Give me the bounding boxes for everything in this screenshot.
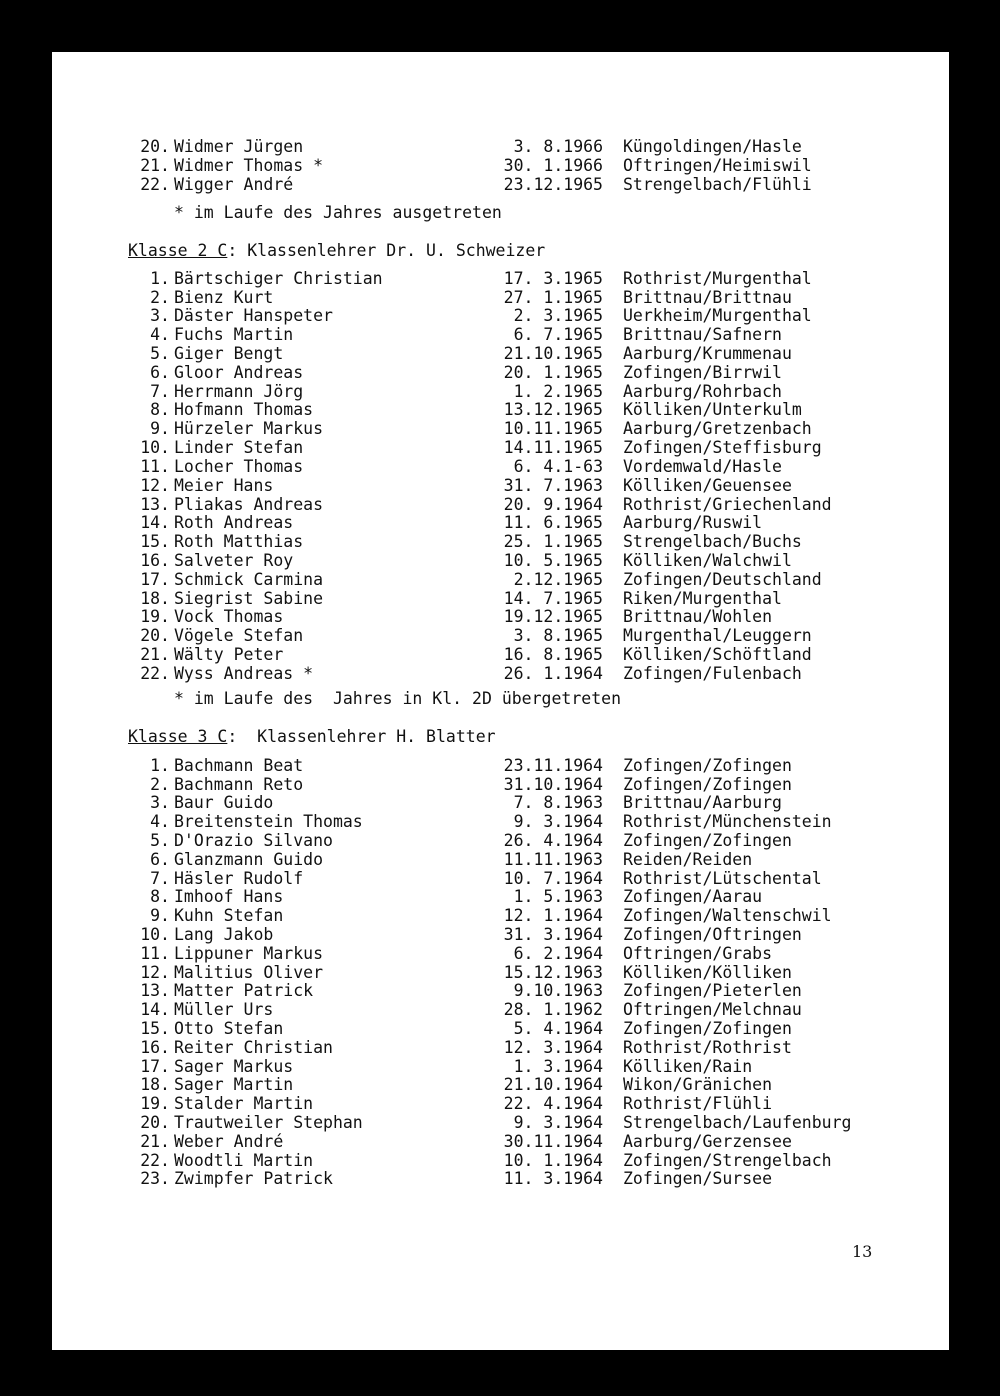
- place: Zofingen/Strengelbach: [623, 1151, 832, 1170]
- student-number: 11.: [140, 944, 170, 963]
- birth-date: 10. 5.1965: [503, 551, 603, 570]
- place: Zofingen/Steffisburg: [623, 438, 822, 457]
- birth-date: 6. 4.1-63: [513, 457, 603, 476]
- place: Brittnau/Aarburg: [623, 793, 782, 812]
- place: Zofingen/Fulenbach: [623, 664, 802, 683]
- place: Strengelbach/Flühli: [623, 175, 812, 194]
- student-name: Locher Thomas: [174, 457, 304, 476]
- student-number: 21.: [140, 645, 170, 664]
- student-name: Trautweiler Stephan: [174, 1113, 363, 1132]
- birth-date: 1. 3.1964: [513, 1057, 603, 1076]
- place: Kölliken/Unterkulm: [623, 400, 802, 419]
- birth-date: 21.10.1965: [503, 344, 603, 363]
- student-number: 7.: [150, 869, 170, 888]
- student-name: Gloor Andreas: [174, 363, 304, 382]
- student-number: 15.: [140, 1019, 170, 1038]
- student-name: Widmer Thomas *: [174, 156, 324, 175]
- student-number: 15.: [140, 532, 170, 551]
- place: Riken/Murgenthal: [623, 589, 782, 608]
- student-number: 6.: [150, 850, 170, 869]
- student-number: 19.: [140, 1094, 170, 1113]
- place: Zofingen/Waltenschwil: [623, 906, 832, 925]
- student-name: Bienz Kurt: [174, 288, 274, 307]
- place: Wikon/Gränichen: [623, 1075, 773, 1094]
- birth-date: 10. 7.1964: [503, 869, 603, 888]
- student-number: 9.: [150, 906, 170, 925]
- place: Zofingen/Oftringen: [623, 925, 802, 944]
- birth-date: 9.10.1963: [513, 981, 603, 1000]
- birth-date: 17. 3.1965: [503, 269, 603, 288]
- birth-date: 2.12.1965: [513, 570, 603, 589]
- student-name: Reiter Christian: [174, 1038, 333, 1057]
- place: Brittnau/Wohlen: [623, 607, 773, 626]
- birth-date: 15.12.1963: [503, 963, 603, 982]
- student-name: Wyss Andreas *: [174, 664, 314, 683]
- student-number: 1.: [150, 269, 170, 288]
- student-number: 16.: [140, 1038, 170, 1057]
- place: Zofingen/Zofingen: [623, 775, 792, 794]
- student-name: Hürzeler Markus: [174, 419, 324, 438]
- place: Oftringen/Heimiswil: [623, 156, 812, 175]
- student-number: 5.: [150, 831, 170, 850]
- place: Aarburg/Rohrbach: [623, 382, 782, 401]
- student-number: 21.: [140, 1132, 170, 1151]
- birth-date: 26. 1.1964: [503, 664, 603, 683]
- birth-date: 12. 3.1964: [503, 1038, 603, 1057]
- student-number: 22.: [140, 664, 170, 683]
- student-number: 14.: [140, 1000, 170, 1019]
- student-number: 14.: [140, 513, 170, 532]
- student-row: [52, 156, 812, 175]
- place: Aarburg/Gerzensee: [623, 1132, 792, 1151]
- student-name: Bärtschiger Christian: [174, 269, 383, 288]
- document-page: [52, 52, 949, 1350]
- birth-date: 19.12.1965: [503, 607, 603, 626]
- place: Reiden/Reiden: [623, 850, 753, 869]
- student-number: 23.: [140, 1169, 170, 1188]
- footnote: * im Laufe des Jahres in Kl. 2D übergetreten: [174, 689, 622, 708]
- place: Vordemwald/Hasle: [623, 457, 782, 476]
- place: Rothrist/Lütschental: [623, 869, 822, 888]
- place: Oftringen/Melchnau: [623, 1000, 802, 1019]
- birth-date: 27. 1.1965: [503, 288, 603, 307]
- student-name: Widmer Jürgen: [174, 137, 304, 156]
- birth-date: 22. 4.1964: [503, 1094, 603, 1113]
- student-number: 8.: [150, 887, 170, 906]
- place: Zofingen/Birrwil: [623, 363, 782, 382]
- student-name: Schmick Carmina: [174, 570, 324, 589]
- birth-date: 3. 8.1965: [513, 626, 603, 645]
- place: Rothrist/Flühli: [623, 1094, 773, 1113]
- student-name: Meier Hans: [174, 476, 274, 495]
- student-name: Roth Andreas: [174, 513, 294, 532]
- student-name: Breitenstein Thomas: [174, 812, 363, 831]
- birth-date: 21.10.1964: [503, 1075, 603, 1094]
- birth-date: 31.10.1964: [503, 775, 603, 794]
- student-name: Siegrist Sabine: [174, 589, 324, 608]
- student-name: Bachmann Beat: [174, 756, 304, 775]
- student-number: 2.: [150, 288, 170, 307]
- birth-date: 11. 3.1964: [503, 1169, 603, 1188]
- student-number: 1.: [150, 756, 170, 775]
- student-number: 13.: [140, 981, 170, 1000]
- student-name: Bachmann Reto: [174, 775, 304, 794]
- birth-date: 30.11.1964: [503, 1132, 603, 1151]
- birth-date: 7. 8.1963: [513, 793, 603, 812]
- student-name: Giger Bengt: [174, 344, 284, 363]
- birth-date: 6. 2.1964: [513, 944, 603, 963]
- student-name: Malitius Oliver: [174, 963, 324, 982]
- student-number: 3.: [150, 793, 170, 812]
- student-number: 17.: [140, 570, 170, 589]
- class-teacher: : Klassenlehrer Dr. U. Schweizer: [227, 241, 546, 260]
- student-name: Sager Markus: [174, 1057, 294, 1076]
- student-name: Vögele Stefan: [174, 626, 304, 645]
- birth-date: 12. 1.1964: [503, 906, 603, 925]
- place: Brittnau/Safnern: [623, 325, 782, 344]
- place: Aarburg/Krummenau: [623, 344, 792, 363]
- birth-date: 30. 1.1966: [503, 156, 603, 175]
- student-name: Vock Thomas: [174, 607, 284, 626]
- student-name: Zwimpfer Patrick: [174, 1169, 333, 1188]
- place: Kölliken/Rain: [623, 1057, 753, 1076]
- birth-date: 31. 3.1964: [503, 925, 603, 944]
- place: Strengelbach/Buchs: [623, 532, 802, 551]
- birth-date: 9. 3.1964: [513, 812, 603, 831]
- student-name: Häsler Rudolf: [174, 869, 304, 888]
- student-number: 10.: [140, 438, 170, 457]
- student-name: Baur Guido: [174, 793, 274, 812]
- student-name: Hofmann Thomas: [174, 400, 314, 419]
- birth-date: 28. 1.1962: [503, 1000, 603, 1019]
- student-number: 13.: [140, 495, 170, 514]
- student-row: [52, 175, 812, 194]
- student-number: 22.: [140, 1151, 170, 1170]
- class-teacher: : Klassenlehrer H. Blatter: [227, 727, 496, 746]
- student-name: Däster Hanspeter: [174, 306, 333, 325]
- student-name: Weber André: [174, 1132, 284, 1151]
- student-name: Roth Matthias: [174, 532, 304, 551]
- student-name: D'Orazio Silvano: [174, 831, 333, 850]
- student-number: 16.: [140, 551, 170, 570]
- student-number: 20.: [140, 626, 170, 645]
- page-number: 13: [852, 1242, 873, 1261]
- place: Rothrist/Rothrist: [623, 1038, 792, 1057]
- student-number: 2.: [150, 775, 170, 794]
- student-name: Imhoof Hans: [174, 887, 284, 906]
- student-name: Müller Urs: [174, 1000, 274, 1019]
- student-number: 7.: [150, 382, 170, 401]
- birth-date: 31. 7.1963: [503, 476, 603, 495]
- place: Rothrist/Murgenthal: [623, 269, 812, 288]
- birth-date: 9. 3.1964: [513, 1113, 603, 1132]
- birth-date: 2. 3.1965: [513, 306, 603, 325]
- student-name: Wälty Peter: [174, 645, 284, 664]
- place: Kölliken/Kölliken: [623, 963, 792, 982]
- birth-date: 20. 9.1964: [503, 495, 603, 514]
- place: Kölliken/Walchwil: [623, 551, 792, 570]
- place: Zofingen/Zofingen: [623, 1019, 792, 1038]
- student-number: 12.: [140, 476, 170, 495]
- class-heading: [128, 241, 545, 261]
- student-name: Wigger André: [174, 175, 294, 194]
- place: Zofingen/Sursee: [623, 1169, 773, 1188]
- footnote: * im Laufe des Jahres ausgetreten: [174, 203, 502, 222]
- student-name: Pliakas Andreas: [174, 495, 324, 514]
- student-number: 22.: [140, 175, 170, 194]
- place: Zofingen/Deutschland: [623, 570, 822, 589]
- student-name: Matter Patrick: [174, 981, 314, 1000]
- birth-date: 14. 7.1965: [503, 589, 603, 608]
- student-name: Herrmann Jörg: [174, 382, 304, 401]
- student-name: Lang Jakob: [174, 925, 274, 944]
- student-number: 12.: [140, 963, 170, 982]
- student-name: Kuhn Stefan: [174, 906, 284, 925]
- birth-date: 10.11.1965: [503, 419, 603, 438]
- student-number: 6.: [150, 363, 170, 382]
- student-number: 21.: [140, 156, 170, 175]
- student-number: 20.: [140, 137, 170, 156]
- place: Rothrist/Münchenstein: [623, 812, 832, 831]
- student-number: 4.: [150, 325, 170, 344]
- place: Kölliken/Schöftland: [623, 645, 812, 664]
- place: Aarburg/Ruswil: [623, 513, 763, 532]
- student-number: 18.: [140, 1075, 170, 1094]
- student-name: Sager Martin: [174, 1075, 294, 1094]
- student-name: Otto Stefan: [174, 1019, 284, 1038]
- student-name: Lippuner Markus: [174, 944, 324, 963]
- student-number: 19.: [140, 607, 170, 626]
- class-label: Klasse 3 C: [128, 727, 228, 746]
- student-name: Woodtli Martin: [174, 1151, 314, 1170]
- place: Zofingen/Pieterlen: [623, 981, 802, 1000]
- student-row: [52, 137, 802, 156]
- student-number: 18.: [140, 589, 170, 608]
- class-label: Klasse 2 C: [128, 241, 228, 260]
- class-heading: [128, 727, 496, 747]
- birth-date: 11. 6.1965: [503, 513, 603, 532]
- birth-date: 5. 4.1964: [513, 1019, 603, 1038]
- birth-date: 23.11.1964: [503, 756, 603, 775]
- place: Zofingen/Aarau: [623, 887, 763, 906]
- place: Küngoldingen/Hasle: [623, 137, 802, 156]
- birth-date: 3. 8.1966: [513, 137, 603, 156]
- birth-date: 11.11.1963: [503, 850, 603, 869]
- birth-date: 26. 4.1964: [503, 831, 603, 850]
- birth-date: 20. 1.1965: [503, 363, 603, 382]
- place: Brittnau/Brittnau: [623, 288, 792, 307]
- student-number: 5.: [150, 344, 170, 363]
- student-number: 11.: [140, 457, 170, 476]
- student-name: Glanzmann Guido: [174, 850, 324, 869]
- birth-date: 13.12.1965: [503, 400, 603, 419]
- place: Murgenthal/Leuggern: [623, 626, 812, 645]
- place: Zofingen/Zofingen: [623, 756, 792, 775]
- student-number: 17.: [140, 1057, 170, 1076]
- place: Aarburg/Gretzenbach: [623, 419, 812, 438]
- birth-date: 10. 1.1964: [503, 1151, 603, 1170]
- birth-date: 1. 5.1963: [513, 887, 603, 906]
- place: Strengelbach/Laufenburg: [623, 1113, 852, 1132]
- birth-date: 23.12.1965: [503, 175, 603, 194]
- birth-date: 1. 2.1965: [513, 382, 603, 401]
- student-name: Salveter Roy: [174, 551, 294, 570]
- place: Zofingen/Zofingen: [623, 831, 792, 850]
- student-number: 4.: [150, 812, 170, 831]
- student-number: 9.: [150, 419, 170, 438]
- birth-date: 6. 7.1965: [513, 325, 603, 344]
- place: Uerkheim/Murgenthal: [623, 306, 812, 325]
- student-name: Fuchs Martin: [174, 325, 294, 344]
- place: Kölliken/Geuensee: [623, 476, 792, 495]
- birth-date: 16. 8.1965: [503, 645, 603, 664]
- birth-date: 25. 1.1965: [503, 532, 603, 551]
- student-number: 20.: [140, 1113, 170, 1132]
- place: Oftringen/Grabs: [623, 944, 773, 963]
- student-number: 8.: [150, 400, 170, 419]
- birth-date: 14.11.1965: [503, 438, 603, 457]
- place: Rothrist/Griechenland: [623, 495, 832, 514]
- student-name: Linder Stefan: [174, 438, 304, 457]
- student-number: 3.: [150, 306, 170, 325]
- student-number: 10.: [140, 925, 170, 944]
- student-name: Stalder Martin: [174, 1094, 314, 1113]
